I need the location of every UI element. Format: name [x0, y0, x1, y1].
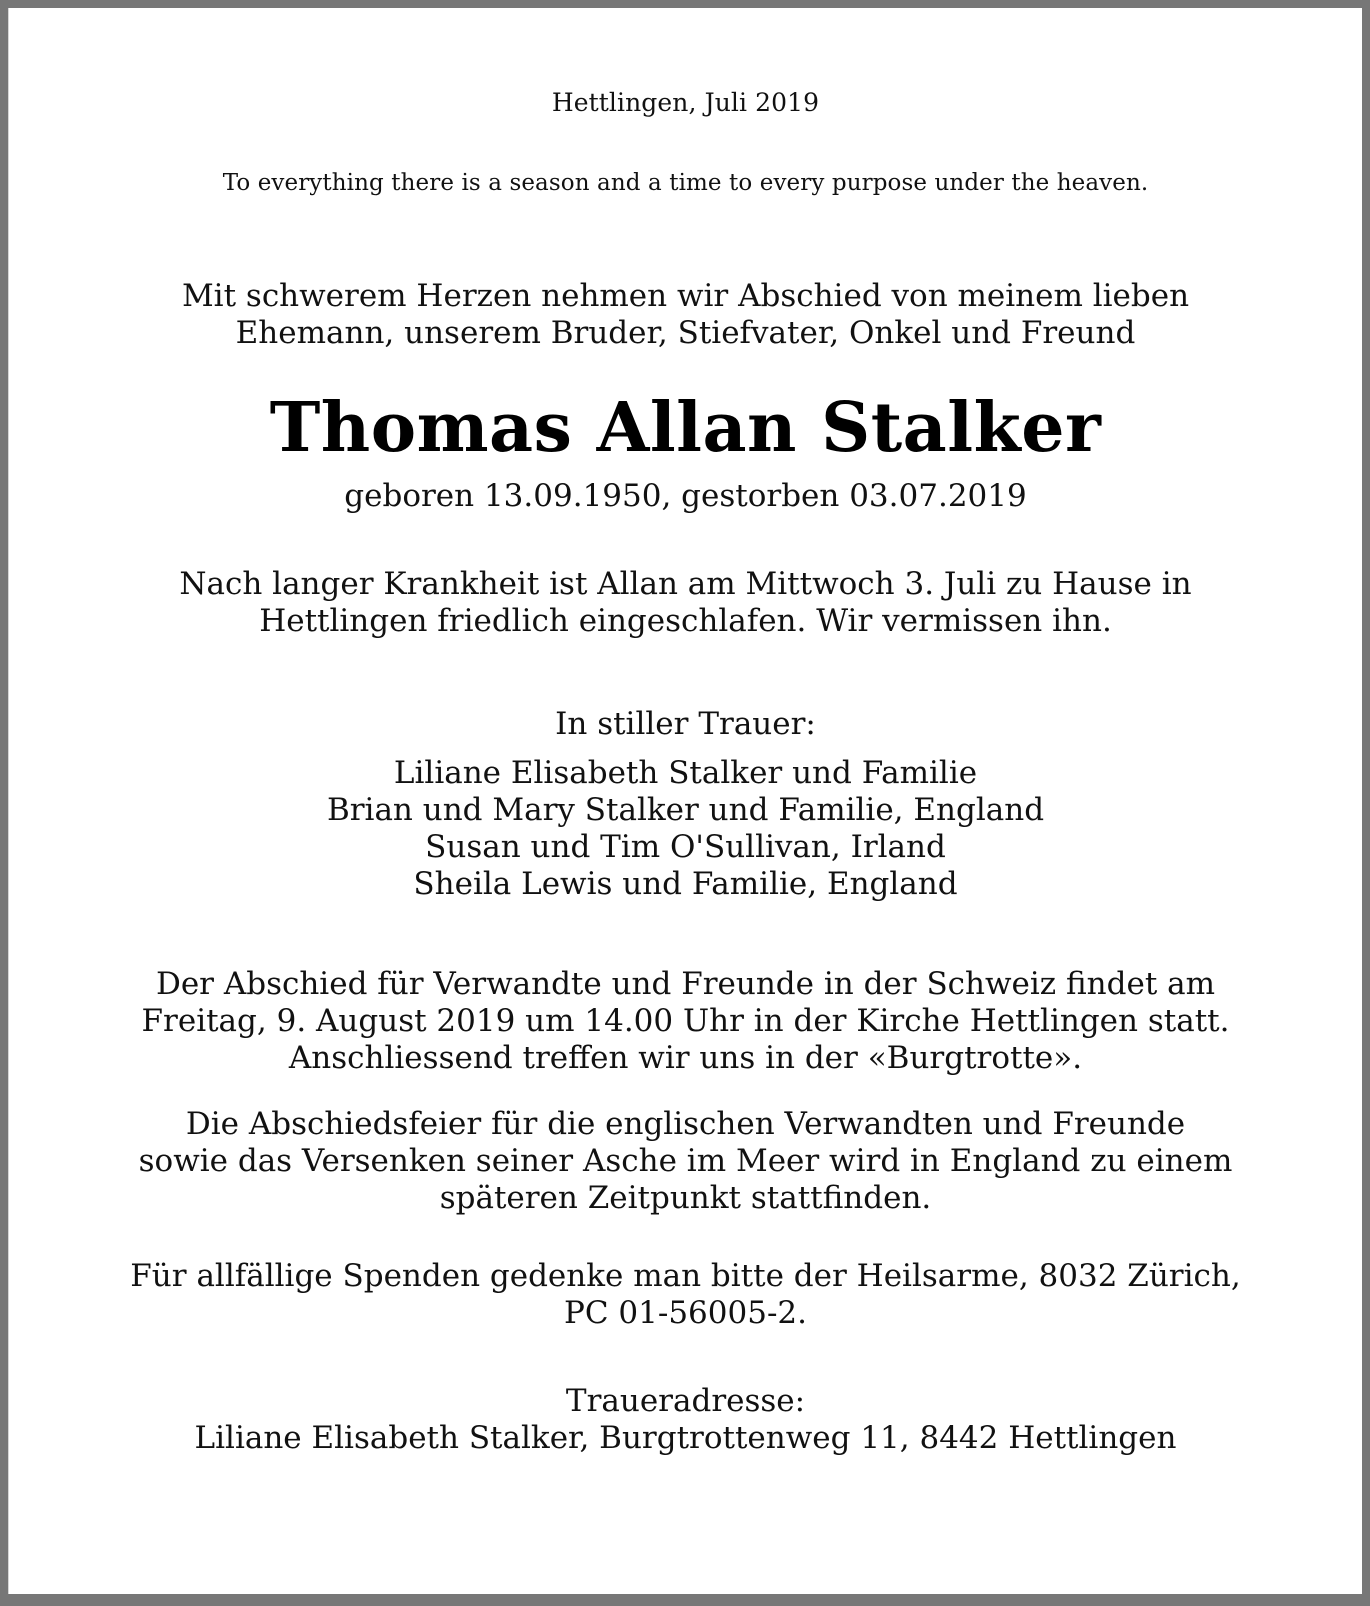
- place-date: Hettlingen, Juli 2019: [551, 88, 820, 117]
- passing-line: Nach langer Krankheit ist Allan am Mittwoch 3. Juli zu Hause in: [179, 566, 1192, 602]
- address-heading: Traueradresse:: [565, 1383, 806, 1419]
- mourning-address-section: [9, 1383, 1362, 1457]
- farewell-switzerland-paragraph: [9, 966, 1362, 1077]
- deceased-name: Thomas Allan Stalker: [269, 388, 1102, 468]
- donations-line: PC 01-56005-2.: [563, 1295, 808, 1331]
- passing-paragraph: [9, 566, 1362, 640]
- mourner-name: Brian und Mary Stalker und Familie, England: [326, 792, 1045, 828]
- farewell-england-paragraph: [9, 1106, 1362, 1217]
- obituary-page: [8, 8, 1362, 1594]
- life-dates: geboren 13.09.1950, gestorben 03.07.2019: [344, 478, 1027, 514]
- farewell-switzerland-line: Anschliessend treffen wir uns in der «Burgtrotte».: [288, 1040, 1083, 1076]
- quote: To everything there is a season and a time to every purpose under the heaven.: [222, 170, 1149, 196]
- passing-line: Hettlingen friedlich eingeschlafen. Wir vermissen ihn.: [259, 603, 1112, 639]
- mourners-heading: In stiller Trauer:: [555, 706, 816, 742]
- farewell-england-line: Die Abschiedsfeier für die englischen Verwandten und Freunde: [185, 1106, 1186, 1142]
- intro-paragraph: [9, 278, 1362, 352]
- mourners-section: [9, 706, 1362, 903]
- farewell-england-line: späteren Zeitpunkt stattfinden.: [439, 1180, 932, 1216]
- farewell-england-line: sowie das Versenken seiner Asche im Meer wird in England zu einem: [138, 1143, 1233, 1179]
- donations-paragraph: [9, 1258, 1362, 1332]
- farewell-switzerland-line: Freitag, 9. August 2019 um 14.00 Uhr in der Kirche Hettlingen statt.: [141, 1003, 1230, 1039]
- address-line: Liliane Elisabeth Stalker, Burgtrottenweg 11, 8442 Hettlingen: [194, 1420, 1177, 1456]
- donations-line: Für allfällige Spenden gedenke man bitte der Heilsarme, 8032 Zürich,: [130, 1258, 1241, 1294]
- intro-line: Ehemann, unserem Bruder, Stiefvater, Onkel und Freund: [235, 315, 1136, 351]
- mourner-name: Susan und Tim O'Sullivan, Irland: [425, 829, 946, 865]
- farewell-switzerland-line: Der Abschied für Verwandte und Freunde in der Schweiz findet am: [155, 966, 1216, 1002]
- mourner-name: Sheila Lewis und Familie, England: [413, 866, 958, 902]
- mourner-name: Liliane Elisabeth Stalker und Familie: [393, 755, 978, 791]
- intro-line: Mit schwerem Herzen nehmen wir Abschied von meinem lieben: [181, 278, 1190, 314]
